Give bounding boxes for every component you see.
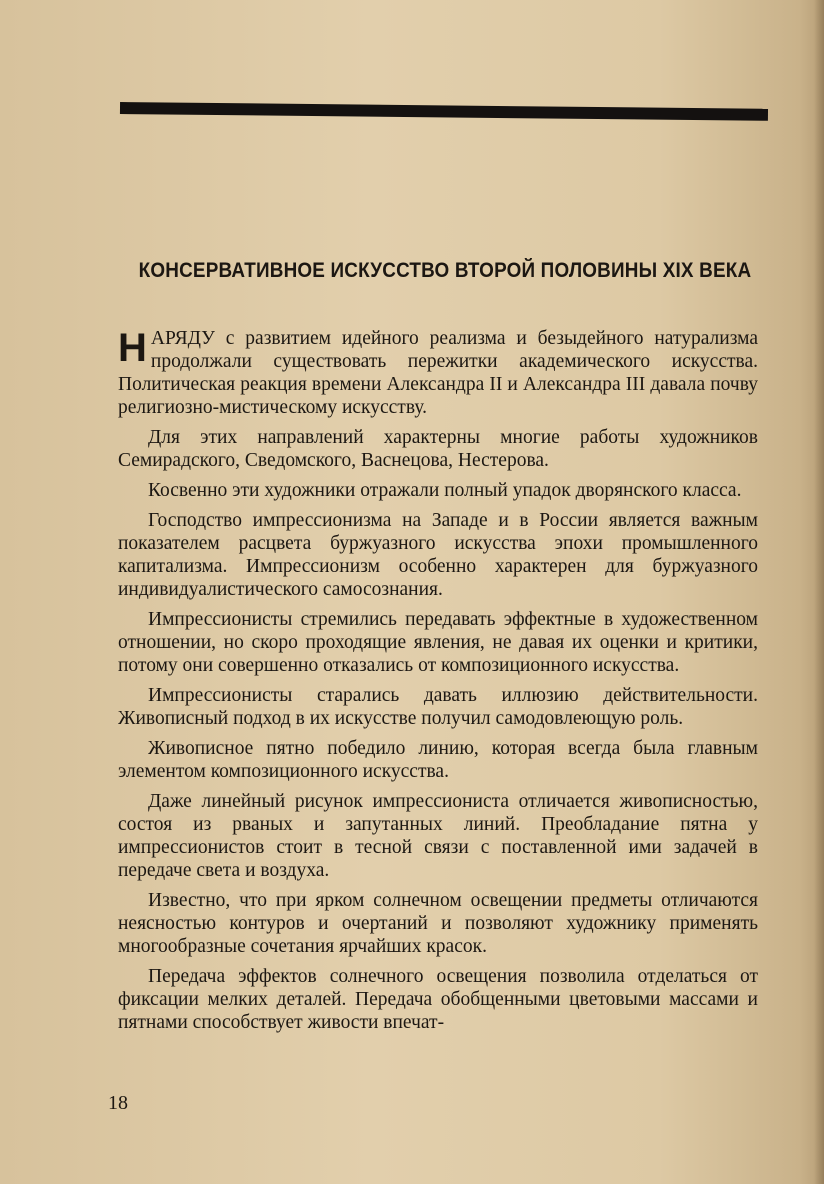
paragraph-6: Импрессионисты старались давать иллюзию действительности. Живописный подход в их искусстве получил самодовлеющую роль. [118, 685, 758, 729]
page-number: 18 [108, 1092, 128, 1114]
top-divider-rule [120, 102, 768, 121]
paragraph-10: Передача эффектов солнечного освещения позволила отделаться от фиксации мелких деталей. Передача обобщенными цветовыми массами и пятнами способствует живости впечат- [118, 966, 758, 1033]
body-text [118, 327, 758, 1041]
paragraph-4: Господство импрессионизма на Западе и в России является важным показателем расцвета буржуазного искусства эпохи промышленного капитализма. Импрессионизм особенно характерен для буржуазного индивидуалистического самосознания. [118, 510, 758, 600]
paragraph-2: Для этих направлений характерны многие работы художников Семирадского, Сведомского, Васнецова, Нестерова. [118, 427, 758, 471]
page-edge-shadow [814, 0, 824, 1184]
drop-cap-letter: Н [118, 326, 147, 370]
paragraph-7: Живописное пятно победило линию, которая всегда была главным элементом композиционного искусства. [118, 738, 758, 782]
chapter-title: КОНСЕРВАТИВНОЕ ИСКУССТВО ВТОРОЙ ПОЛОВИНЫ XIX ВЕКА [138, 259, 752, 282]
paragraph-5: Импрессионисты стремились передавать эффектные в художественном отношении, но скоро проходящие явления, не давая их оценки и критики, потому они совершенно отказались от композиционного искусства. [118, 609, 758, 676]
paragraph-3: Косвенно эти художники отражали полный упадок дворянского класса. [148, 480, 742, 501]
paragraph-text: АРЯДУ с развитием идейного реализма и безыдейного натурализма продолжали существовать пережитки академического искусства. Политическая реакция времени Александра II и Александра III давала почву религиозно-мистическому искусству. [118, 328, 758, 418]
paragraph-9: Известно, что при ярком солнечном освещении предметы отличаются неясностью контуров и очертаний и позволяют художнику применять многообразные сочетания ярчайших красок. [118, 890, 758, 957]
paragraph-8: Даже линейный рисунок импрессиониста отличается живописностью, состоя из рваных и запутанных линий. Преобладание пятна у импрессионистов стоит в тесной связи с поставленной ими задачей в передаче света и воздуха. [118, 791, 758, 881]
paragraph-1 [118, 327, 758, 419]
